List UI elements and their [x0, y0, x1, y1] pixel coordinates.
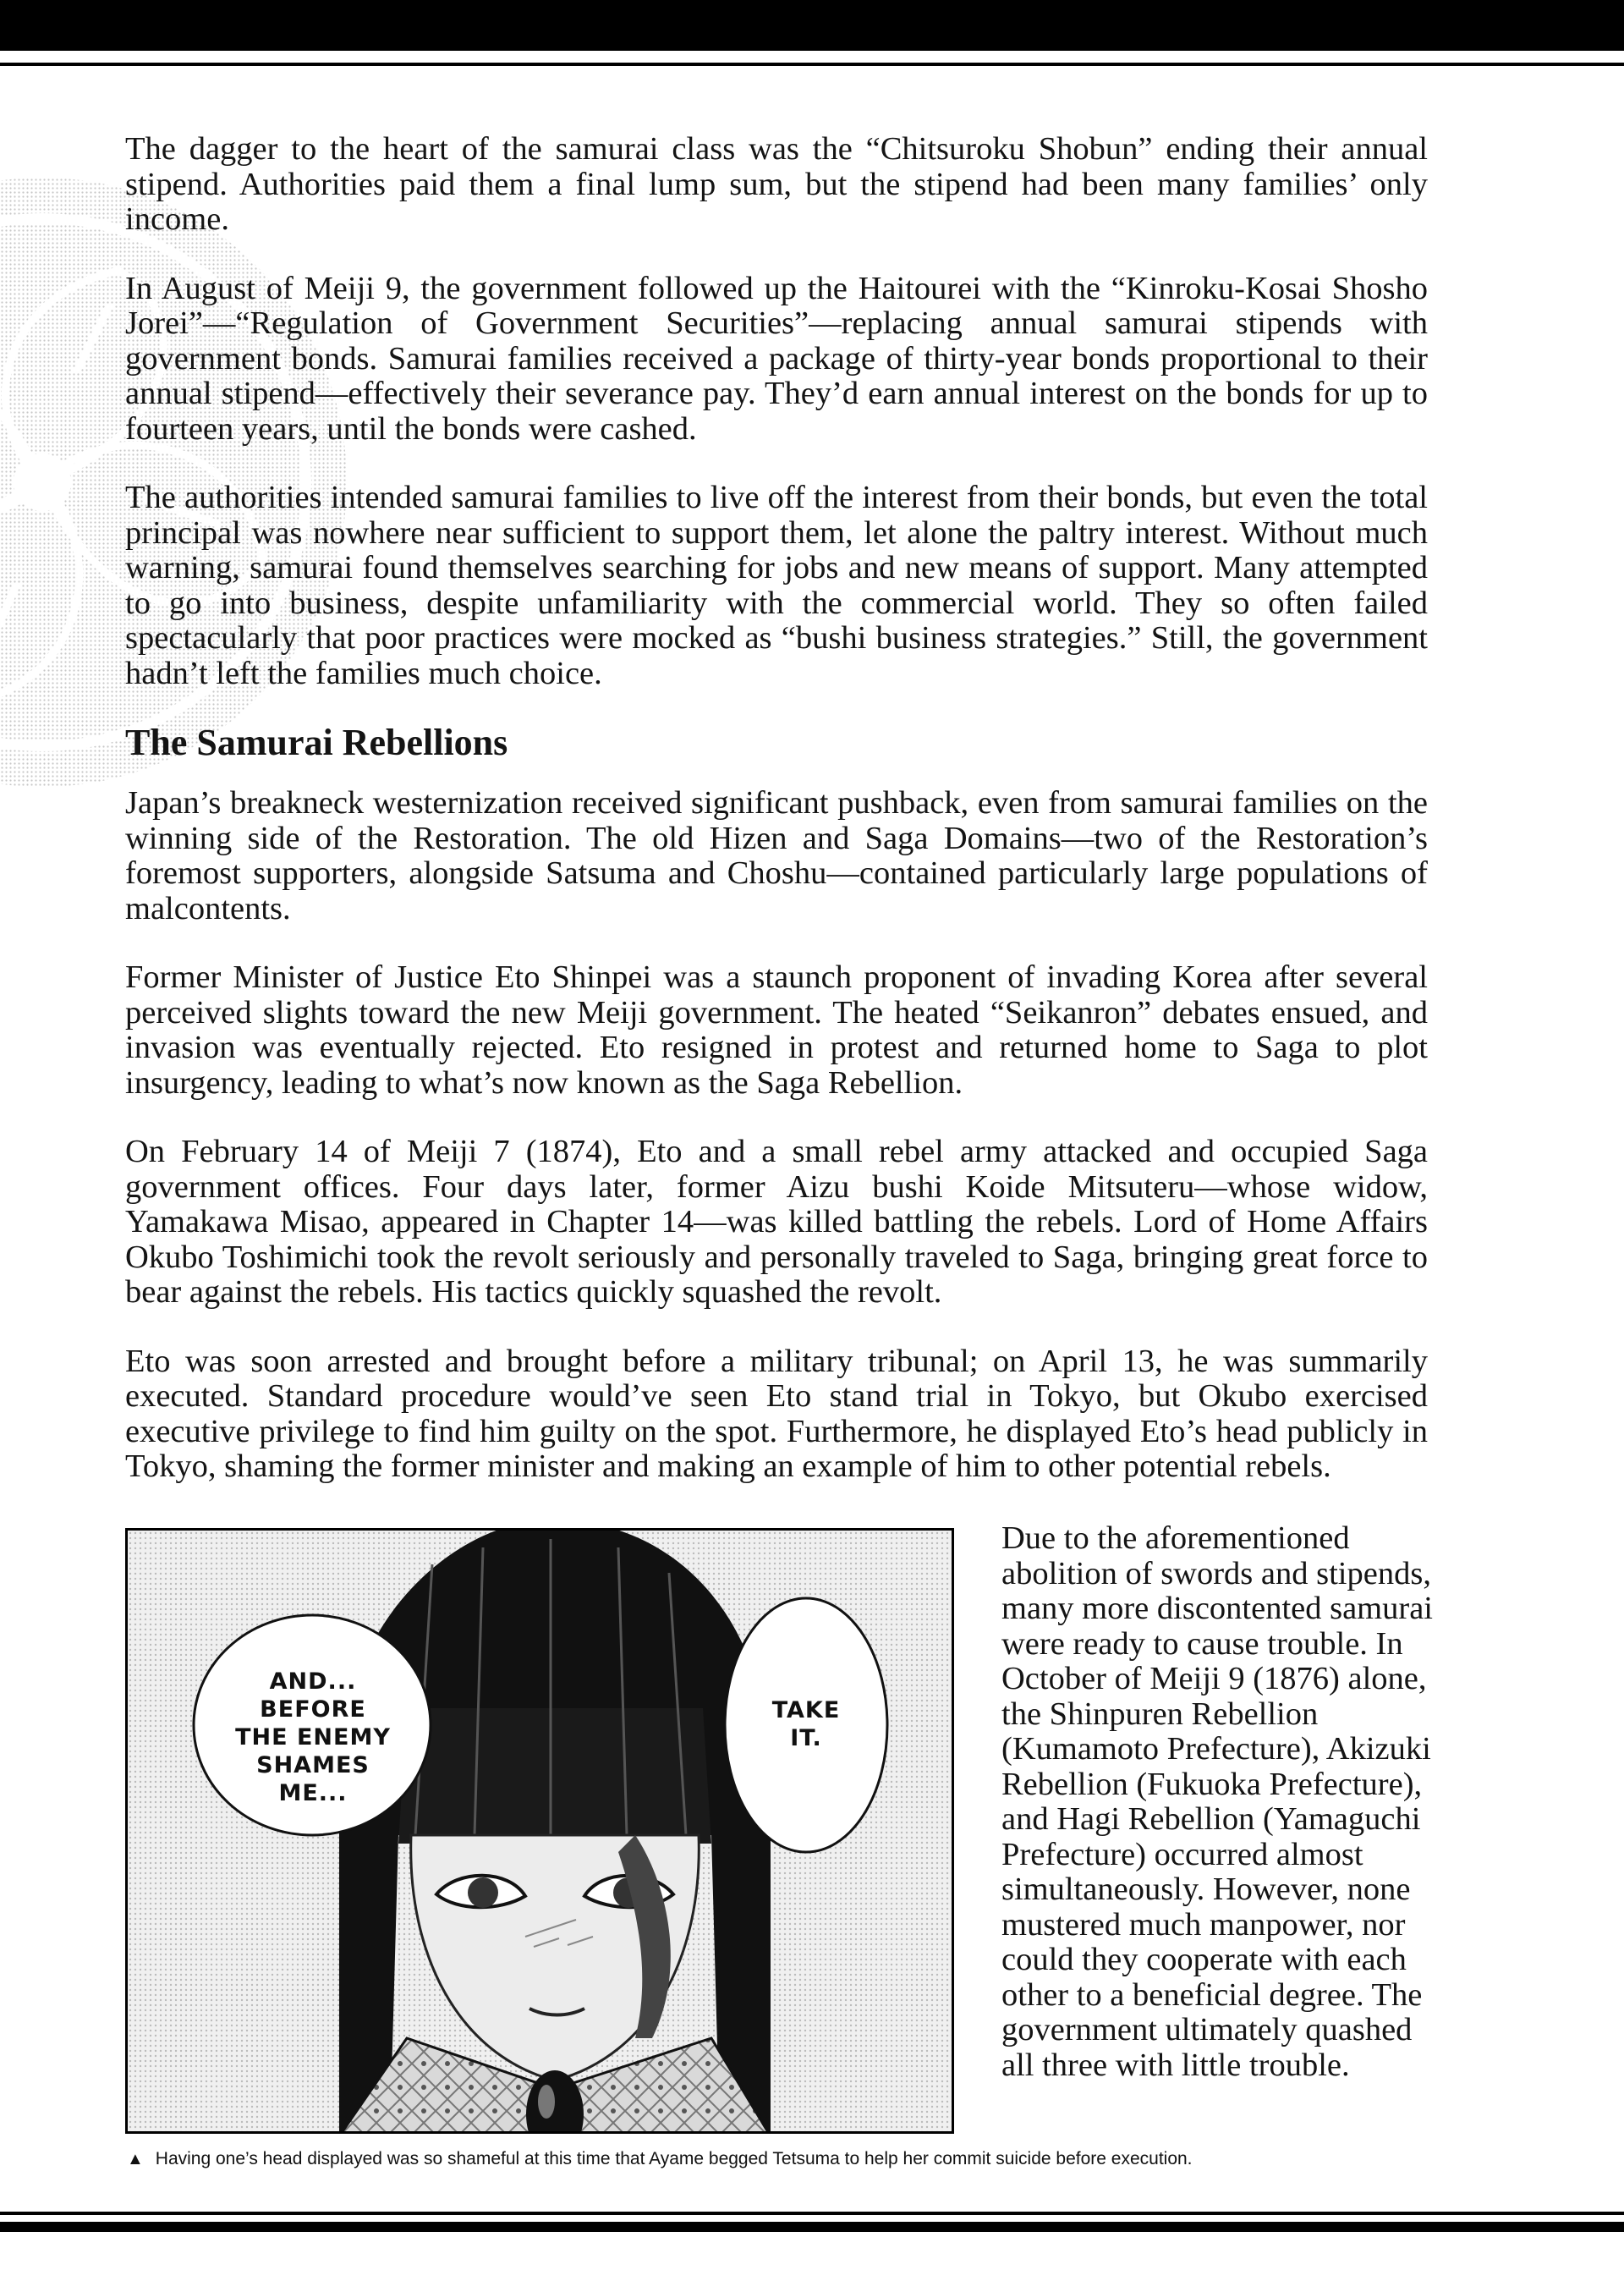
paragraph-interest: The authorities intended samurai families to live off the interest from their bonds, but even the total principal was nowhere near sufficient to support them, let alone the paltry interest. Without much warning, samurai found themselves searching for jobs and new means of support. Many attempted to go into business, despite unfamiliarity with the commercial world. They so often failed spectacularly that poor practices were mocked as “bushi business strategies.” Still, the government hadn’t left the families much choice. — [125, 480, 1428, 691]
speech-bubble-left: AND... BEFORE THE ENEMY SHAMES ME... — [235, 1668, 391, 1806]
article-body — [125, 132, 1428, 1519]
sidebar-paragraph: Due to the aforementioned abolition of swords and stipends, many more discontented samurai were ready to cause trouble. In October of Meiji 9 (1876) alone, the Shinpuren Rebellion (Kumamoto Prefecture), Akizuki Rebellion (Fukuoka Prefecture), and Hagi Rebellion (Yamaguchi Prefecture) occurred almost simultaneously. However, none mustered much manpower, nor could they cooperate with each other to a beneficial degree. The government ultimately quashed all three with little trouble. — [1001, 1520, 1433, 2083]
manga-panel — [125, 1528, 954, 2134]
section-heading: The Samurai Rebellions — [125, 722, 508, 763]
image-caption — [127, 2147, 1429, 2171]
paragraph-chitsuroku: The dagger to the heart of the samurai class was the “Chitsuroku Shobun” ending their annual stipend. Authorities paid them a final lump sum, but the stipend had been many families’ only income. — [125, 131, 1428, 237]
paragraph-execution: Eto was soon arrested and brought before a military tribunal; on April 13, he was summarily executed. Standard procedure would’ve seen Eto stand trial in Tokyo, but Okubo exercised executive privilege to find him guilty on the spot. Furthermore, he displayed Eto’s head publicly in Tokyo, shaming the former minister and making an example of him to other potential rebels. — [125, 1343, 1428, 1484]
caption-text: Having one’s head displayed was so shameful at this time that Ayame begged Tetsuma to help her commit suicide before execution. — [155, 2149, 1193, 2168]
header-rule — [0, 63, 1624, 66]
speech-bubble-right: TAKE IT. — [771, 1697, 841, 1751]
triangle-marker-icon: ▲ — [127, 2150, 144, 2168]
footer-rule — [0, 2212, 1624, 2215]
manga-illustration — [128, 1531, 954, 2134]
paragraph-bonds: In August of Meiji 9, the government followed up the Haitourei with the “Kinroku-Kosai Shosho Jorei”—“Regulation of Government Securities”—replacing annual samurai stipends with government bonds. Samurai families received a package of thirty-year bonds proportional to their annual stipend—effectively their severance pay. They’d earn annual interest on the bonds for up to fourteen years, until the bonds were cashed. — [125, 270, 1428, 447]
footer-bar — [0, 2222, 1624, 2232]
paragraph-westernization: Japan’s breakneck westernization received significant pushback, even from samurai families on the winning side of the Restoration. The old Hizen and Saga Domains—two of the Restoration’s foremost supporters, alongside Satsuma and Choshu—contained particularly large populations of malcontents. — [125, 785, 1428, 926]
paragraph-saga-rebellion: On February 14 of Meiji 7 (1874), Eto and a small rebel army attacked and occupied Saga government offices. Four days later, former Aizu bushi Koide Mitsuteru—whose widow, Yamakawa Misao, appeared in Chapter 14—was killed battling the rebels. Lord of Home Affairs Okubo Toshimichi took the revolt seriously and personally traveled to Saga, bringing great force to bear against the rebels. His tactics quickly squashed the revolt. — [125, 1134, 1428, 1310]
header-bar — [0, 0, 1624, 51]
paragraph-eto-shinpei: Former Minister of Justice Eto Shinpei was a staunch proponent of invading Korea after several perceived slights toward the new Meiji government. The heated “Seikanron” debates ensued, and invasion was eventually rejected. Eto resigned in protest and returned home to Saga to plot insurgency, leading to what’s now known as the Saga Rebellion. — [125, 959, 1428, 1101]
